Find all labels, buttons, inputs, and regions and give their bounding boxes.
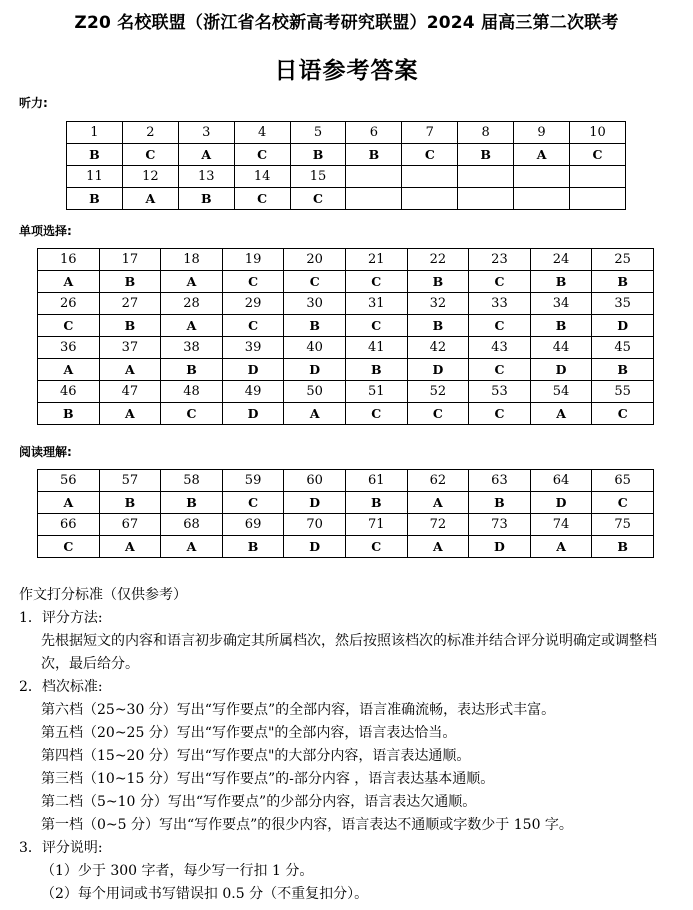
- answer-cell: A: [161, 536, 223, 558]
- question-number-cell: 46: [38, 381, 100, 403]
- question-number-cell: [346, 166, 402, 188]
- answer-cell: B: [284, 315, 346, 337]
- answer-cell: A: [407, 492, 469, 514]
- question-number-cell: 28: [161, 293, 223, 315]
- question-number-cell: 62: [407, 470, 469, 492]
- answer-cell: B: [592, 271, 654, 293]
- question-number-cell: 14: [234, 166, 290, 188]
- answer-cell: A: [530, 403, 592, 425]
- question-number-cell: 44: [530, 337, 592, 359]
- question-number-row: [38, 249, 654, 271]
- document-header: Z20 名校联盟（浙江省名校新高考研究联盟）2024 届高三第二次联考: [74, 13, 619, 33]
- answer-cell: D: [530, 359, 592, 381]
- question-number-row: [38, 381, 654, 403]
- answer-cell: B: [458, 144, 514, 166]
- answer-cell: C: [38, 536, 100, 558]
- question-number-cell: 25: [592, 249, 654, 271]
- question-number-cell: 27: [99, 293, 161, 315]
- answer-cell: [570, 188, 626, 210]
- question-number-cell: 72: [407, 514, 469, 536]
- answer-cell: D: [284, 492, 346, 514]
- answer-cell: B: [161, 492, 223, 514]
- question-number-cell: 55: [592, 381, 654, 403]
- question-number-cell: 9: [514, 122, 570, 144]
- question-number-cell: 8: [458, 122, 514, 144]
- listening-answer-table: [66, 121, 626, 210]
- answer-cell: B: [99, 271, 161, 293]
- listening-label: 听力:: [19, 96, 48, 110]
- question-number-cell: 17: [99, 249, 161, 271]
- question-number-cell: 73: [469, 514, 531, 536]
- essay-scoring-section: [19, 584, 679, 906]
- answer-cell: A: [99, 359, 161, 381]
- answer-cell: B: [592, 359, 654, 381]
- question-number-cell: 53: [469, 381, 531, 403]
- question-number-cell: 31: [345, 293, 407, 315]
- answer-cell: [514, 188, 570, 210]
- answer-cell: A: [161, 271, 223, 293]
- answer-cell: A: [178, 144, 234, 166]
- answer-cell: B: [67, 188, 123, 210]
- answer-cell: B: [530, 271, 592, 293]
- question-number-cell: 39: [222, 337, 284, 359]
- level-item: 第四档（15~20 分）写出“写作要点"的大部分内容，语言表达通顺。: [41, 748, 471, 764]
- answer-row: [38, 271, 654, 293]
- scoring-method-text: 先根据短文的内容和语言初步确定其所属档次，然后按照该档次的标准并结合评分说明确定或调整档次，最后给分。: [41, 633, 657, 672]
- level-standards-title: 2．档次标准:: [19, 679, 103, 695]
- level-item: 第二档（5~10 分）写出“写作要点”的少部分内容，语言表达欠通顺。: [41, 794, 477, 810]
- question-number-cell: [570, 166, 626, 188]
- answer-cell: A: [99, 403, 161, 425]
- answer-cell: C: [402, 144, 458, 166]
- scoring-note: （2）每个用词或书写错误扣 0.5 分（不重复扣分）。: [41, 886, 369, 902]
- answer-cell: B: [99, 315, 161, 337]
- question-number-cell: 35: [592, 293, 654, 315]
- answer-cell: D: [284, 359, 346, 381]
- answer-cell: D: [222, 359, 284, 381]
- answer-cell: B: [345, 359, 407, 381]
- question-number-cell: 11: [67, 166, 123, 188]
- question-number-cell: 64: [530, 470, 592, 492]
- question-number-cell: 4: [234, 122, 290, 144]
- answer-cell: C: [469, 271, 531, 293]
- answer-cell: D: [284, 536, 346, 558]
- answer-cell: B: [469, 492, 531, 514]
- answer-cell: C: [122, 144, 178, 166]
- question-number-cell: 24: [530, 249, 592, 271]
- answer-cell: B: [99, 492, 161, 514]
- question-number-cell: [458, 166, 514, 188]
- answer-row: [38, 403, 654, 425]
- question-number-cell: 18: [161, 249, 223, 271]
- question-number-cell: 57: [99, 470, 161, 492]
- question-number-cell: 41: [345, 337, 407, 359]
- answer-cell: A: [530, 536, 592, 558]
- single-choice-answer-table: [37, 248, 654, 425]
- scoring-notes-title: 3．评分说明:: [19, 840, 103, 856]
- answer-cell: C: [469, 359, 531, 381]
- question-number-cell: 48: [161, 381, 223, 403]
- answer-cell: D: [407, 359, 469, 381]
- answer-row: [38, 536, 654, 558]
- answer-cell: C: [222, 271, 284, 293]
- question-number-cell: 51: [345, 381, 407, 403]
- question-number-cell: 65: [592, 470, 654, 492]
- answer-cell: C: [284, 271, 346, 293]
- answer-cell: A: [407, 536, 469, 558]
- question-number-cell: 33: [469, 293, 531, 315]
- question-number-cell: 20: [284, 249, 346, 271]
- question-number-cell: 29: [222, 293, 284, 315]
- question-number-cell: 6: [346, 122, 402, 144]
- scoring-note: （1）少于 300 字者，每少写一行扣 1 分。: [41, 863, 314, 879]
- answer-cell: C: [570, 144, 626, 166]
- answer-cell: A: [161, 315, 223, 337]
- answer-cell: A: [99, 536, 161, 558]
- reading-answer-table: [37, 469, 654, 558]
- question-number-cell: 58: [161, 470, 223, 492]
- question-number-cell: 42: [407, 337, 469, 359]
- answer-cell: C: [222, 492, 284, 514]
- answer-cell: A: [514, 144, 570, 166]
- answer-cell: C: [38, 315, 100, 337]
- answer-cell: D: [222, 403, 284, 425]
- question-number-cell: 49: [222, 381, 284, 403]
- answer-row: [38, 492, 654, 514]
- answer-cell: C: [345, 536, 407, 558]
- answer-cell: C: [234, 144, 290, 166]
- question-number-cell: 13: [178, 166, 234, 188]
- answer-cell: D: [592, 315, 654, 337]
- question-number-cell: 21: [345, 249, 407, 271]
- question-number-cell: 10: [570, 122, 626, 144]
- answer-cell: C: [592, 492, 654, 514]
- question-number-cell: 69: [222, 514, 284, 536]
- question-number-cell: 74: [530, 514, 592, 536]
- question-number-row: [67, 122, 626, 144]
- answer-cell: B: [592, 536, 654, 558]
- answer-cell: [346, 188, 402, 210]
- question-number-row: [38, 470, 654, 492]
- question-number-cell: 52: [407, 381, 469, 403]
- question-number-cell: 5: [290, 122, 346, 144]
- question-number-cell: 19: [222, 249, 284, 271]
- question-number-cell: 50: [284, 381, 346, 403]
- question-number-cell: 47: [99, 381, 161, 403]
- answer-cell: A: [38, 271, 100, 293]
- answer-cell: C: [290, 188, 346, 210]
- answer-cell: B: [67, 144, 123, 166]
- question-number-cell: 56: [38, 470, 100, 492]
- question-number-cell: 38: [161, 337, 223, 359]
- question-number-cell: 34: [530, 293, 592, 315]
- single-choice-label: 单项选择:: [19, 224, 72, 238]
- question-number-cell: 67: [99, 514, 161, 536]
- answer-cell: A: [284, 403, 346, 425]
- answer-cell: A: [38, 359, 100, 381]
- question-number-cell: 59: [222, 470, 284, 492]
- question-number-cell: 70: [284, 514, 346, 536]
- answer-cell: D: [469, 536, 531, 558]
- answer-cell: B: [407, 271, 469, 293]
- answer-cell: [458, 188, 514, 210]
- answer-cell: C: [407, 403, 469, 425]
- question-number-cell: 68: [161, 514, 223, 536]
- question-number-cell: 15: [290, 166, 346, 188]
- answer-cell: B: [290, 144, 346, 166]
- answer-cell: B: [222, 536, 284, 558]
- question-number-cell: 75: [592, 514, 654, 536]
- answer-cell: B: [530, 315, 592, 337]
- question-number-row: [67, 166, 626, 188]
- answer-row: [38, 359, 654, 381]
- question-number-cell: 63: [469, 470, 531, 492]
- question-number-cell: 66: [38, 514, 100, 536]
- question-number-cell: 12: [122, 166, 178, 188]
- question-number-cell: 43: [469, 337, 531, 359]
- question-number-cell: 30: [284, 293, 346, 315]
- answer-cell: C: [469, 315, 531, 337]
- answer-cell: B: [407, 315, 469, 337]
- answer-cell: B: [346, 144, 402, 166]
- answer-cell: C: [345, 403, 407, 425]
- answer-cell: A: [122, 188, 178, 210]
- question-number-cell: 60: [284, 470, 346, 492]
- answer-cell: C: [469, 403, 531, 425]
- answer-cell: C: [222, 315, 284, 337]
- question-number-cell: 32: [407, 293, 469, 315]
- question-number-cell: 71: [345, 514, 407, 536]
- answer-row: [38, 315, 654, 337]
- question-number-cell: 36: [38, 337, 100, 359]
- answer-cell: C: [161, 403, 223, 425]
- level-item: 第三档（10~15 分）写出“写作要点”的-部分内容 ，语言表达基本通顺。: [41, 771, 495, 787]
- reading-label: 阅读理解:: [19, 445, 72, 459]
- question-number-cell: [514, 166, 570, 188]
- question-number-cell: 45: [592, 337, 654, 359]
- question-number-cell: 26: [38, 293, 100, 315]
- question-number-row: [38, 337, 654, 359]
- question-number-row: [38, 514, 654, 536]
- answer-cell: B: [161, 359, 223, 381]
- answer-cell: C: [345, 271, 407, 293]
- answer-cell: [402, 188, 458, 210]
- level-item: 第一档（0~5 分）写出“写作要点”的很少内容，语言表达不通顺或字数少于 150 字。: [41, 817, 573, 833]
- answer-row: [67, 188, 626, 210]
- answer-row: [67, 144, 626, 166]
- question-number-cell: 22: [407, 249, 469, 271]
- answer-cell: C: [345, 315, 407, 337]
- answer-cell: B: [38, 403, 100, 425]
- question-number-row: [38, 293, 654, 315]
- question-number-cell: 1: [67, 122, 123, 144]
- question-number-cell: 23: [469, 249, 531, 271]
- scoring-method-title: 1．评分方法:: [19, 610, 103, 626]
- answer-cell: B: [345, 492, 407, 514]
- question-number-cell: 54: [530, 381, 592, 403]
- answer-cell: C: [234, 188, 290, 210]
- answer-cell: D: [530, 492, 592, 514]
- document-title: 日语参考答案: [274, 58, 419, 84]
- answer-cell: B: [178, 188, 234, 210]
- question-number-cell: 16: [38, 249, 100, 271]
- question-number-cell: 2: [122, 122, 178, 144]
- question-number-cell: 40: [284, 337, 346, 359]
- answer-cell: A: [38, 492, 100, 514]
- question-number-cell: [402, 166, 458, 188]
- question-number-cell: 3: [178, 122, 234, 144]
- question-number-cell: 7: [402, 122, 458, 144]
- level-item: 第六档（25~30 分）写出“写作要点”的全部内容，语言准确流畅，表达形式丰富。: [41, 702, 556, 718]
- question-number-cell: 37: [99, 337, 161, 359]
- answer-cell: C: [592, 403, 654, 425]
- essay-heading: 作文打分标准（仅供参考）: [19, 587, 187, 603]
- level-item: 第五档（20~25 分）写出“写作要点"的全部内容，语言表达恰当。: [41, 725, 457, 741]
- question-number-cell: 61: [345, 470, 407, 492]
